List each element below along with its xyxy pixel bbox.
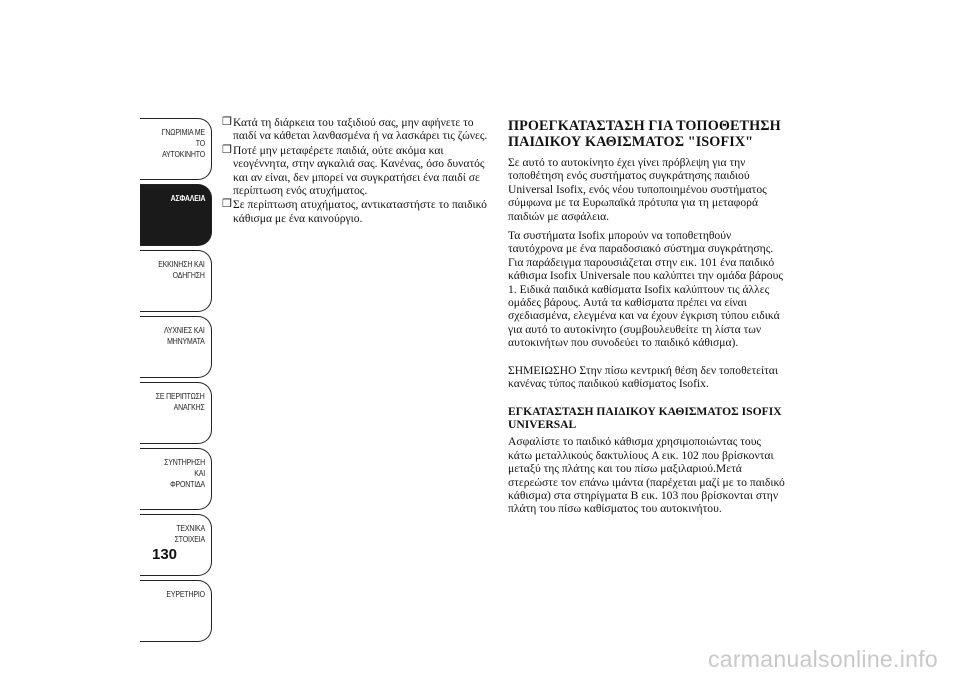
tab-emergency[interactable]: [140, 382, 212, 444]
tab-label: ΣΥΝΤΗΡΗΣΗ ΚΑΙ ΦΡΟΝΤΙΔΑ: [164, 457, 205, 489]
note-paragraph: ΣΗΜΕΙΩΣΗΟ Στην πίσω κεντρική θέση δεν τοποθετείται κανένας τύπος παιδικού καθίσματος Isofix.: [508, 363, 778, 391]
tab-maintenance[interactable]: [140, 448, 212, 510]
tab-getting-to-know[interactable]: [140, 118, 212, 180]
tab-index[interactable]: [140, 580, 212, 642]
watermark: carmanualsonline.info: [707, 646, 938, 672]
page-number: 130: [152, 546, 178, 563]
bullet-text: Ποτέ μην μεταφέρετε παιδιά, ούτε ακόμα και νεογέννητα, στην αγκαλιά σας. Κανένας, όσο δυνατός και αν είναι, δεν μπορεί να συγκρατήσει ένα παιδί σε περίπτωση ενός ατυχήματος.: [233, 143, 485, 198]
right-column: [508, 118, 788, 522]
tab-label: ΓΝΩΡΙΜΙΑ ΜΕ ΤΟ ΑΥΤΟΚΙΝΗΤΟ: [161, 127, 205, 159]
tab-label: ΣΕ ΠΕΡΙΠΤΩΣΗ ΑΝΑΓΚΗΣ: [156, 391, 205, 412]
section-heading: ΠΡΟΕΓΚΑΤΑΣΤΑΣΗ ΓΙΑ ΤΟΠΟΘΕΤΗΣΗ ΠΑΙΔΙΚΟΥ ΚΑΘΙΣΜΑΤΟΣ "ISOFIX": [508, 118, 781, 150]
list-item: [222, 116, 490, 143]
tab-label: ΕΥΡΕΤΗΡΙΟ: [166, 589, 205, 599]
left-column: [222, 116, 490, 226]
bullet-text: Κατά τη διάρκεια του ταξιδιού σας, μην αφήνετε το παιδί να κάθεται λανθασμένα ή να λασκάρει τις ζώνες.: [233, 116, 488, 143]
tab-label: ΤΕΧΝΙΚΑ ΣΤΟΙΧΕΙΑ: [174, 523, 205, 544]
tab-safety[interactable]: [140, 184, 212, 246]
tab-technical-data[interactable]: [140, 514, 212, 576]
paragraph: Τα συστήματα Isofix μπορούν να τοποθετηθούν ταυτόχρονα με ένα παραδοσιακό σύστημα συγκράτησης. Για παράδειγμα παρουσιάζεται στην εικ. 101 ένα παιδικό κάθισμα Isofix Universale που καλύπτει την ομάδα βάρους 1. Ειδικά παιδικά καθίσματα Isofix καλύπτουν τις άλλες ομάδες βάρους. Αυτά τα καθίσματα πρέπει να είναι σχεδιασμένα, ελεγμένα και να έχουν έγκριση τύπου ειδικά για αυτό το αυτοκίνητο (συμβουλευθείτε τη λίστα των αυτοκινήτων που συνοδεύει το παιδικό κάθισμα).: [508, 229, 783, 350]
tab-label: ΑΣΦΑΛΕΙΑ: [170, 193, 205, 203]
bullet-text: Σε περίπτωση ατυχήματος, αντικαταστήστε το παιδικό κάθισμα με ένα καινούργιο.: [233, 198, 487, 225]
checkbox-bullet-icon: ❒: [222, 116, 232, 128]
paragraph: Ασφαλίστε το παιδικό κάθισμα χρησιμοποιώντας τους κάτω μεταλλικούς δακτυλίους A εικ. 102 που βρίσκονται μεταξύ της πλάτης και του πίσω μαξιλαριού.Μετά στερεώστε τον επάνω ιμάντα (παρέχεται μαζί με το παιδικό κάθισμα) στα στηρίγματα B εικ. 103 που βρίσκονται στην πλάτη του πίσω καθίσματος του αυτοκινήτου.: [508, 435, 785, 516]
chapter-tabs: [140, 118, 212, 646]
tab-warning-lights[interactable]: [140, 316, 212, 378]
checkbox-bullet-icon: ❒: [222, 198, 232, 211]
list-item: [222, 144, 490, 198]
tab-starting-driving[interactable]: [140, 250, 212, 312]
tab-label: ΕΚΚΙΝΗΣΗ ΚΑΙ ΟΔΗΓΗΣΗ: [158, 259, 205, 280]
sub-heading: ΕΓΚΑΤΑΣΤΑΣΗ ΠΑΙΔΙΚΟΥ ΚΑΘΙΣΜΑΤΟΣ ISOFIX UNIVERSAL: [508, 404, 782, 431]
tab-label: ΛΥΧΝΙΕΣ ΚΑΙ ΜΗΝΥΜΑΤΑ: [164, 325, 205, 346]
checkbox-bullet-icon: ❒: [222, 143, 232, 156]
paragraph: Σε αυτό το αυτοκίνητο έχει γίνει πρόβλεψη για την τοποθέτηση ενός συστήματος συγκράτησης παιδιού Universal Isofix, ενός νέου τυποποιημένου συστήματος σύμφωνα με τα Ευρωπαϊκά πρότυπα για τη μεταφορά παιδιών με ασφάλεια.: [508, 156, 767, 223]
list-item: [222, 198, 490, 225]
